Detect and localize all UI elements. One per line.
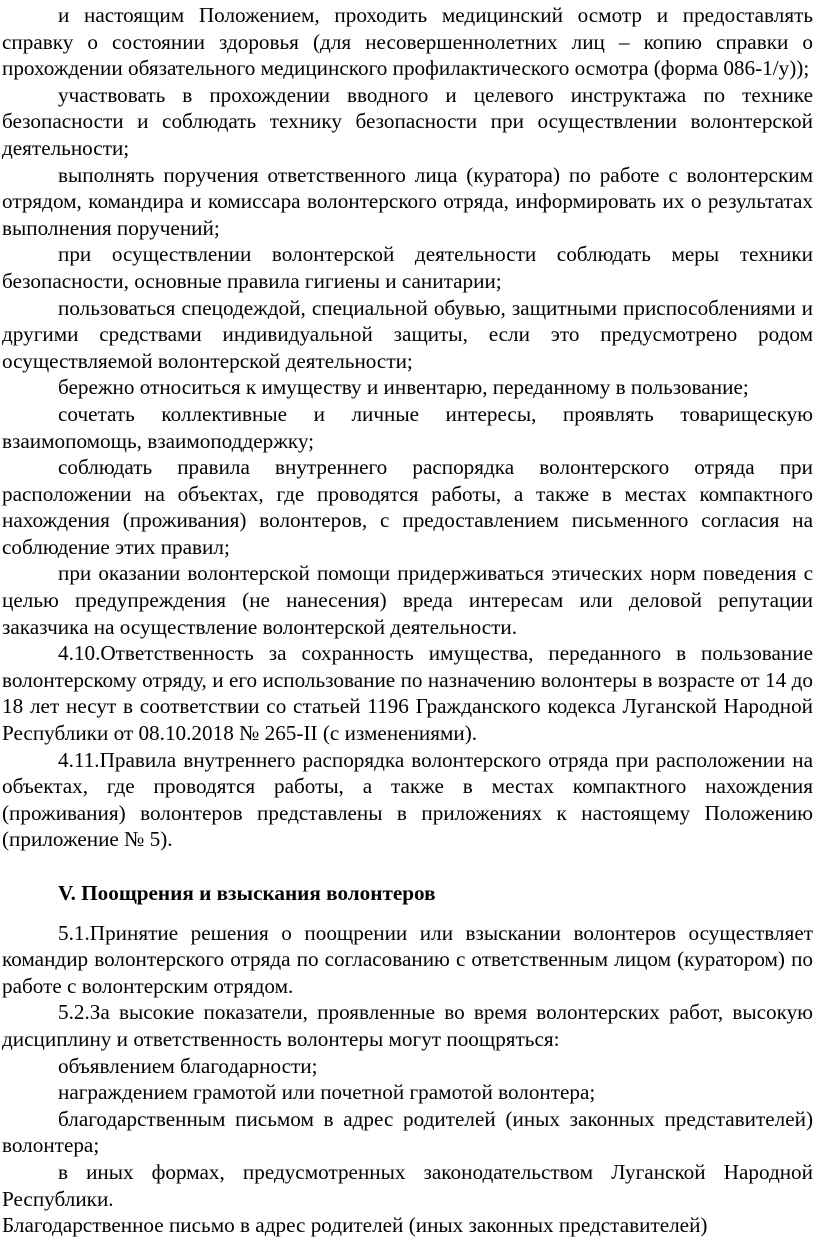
- paragraph-internal-rules: соблюдать правила внутреннего распорядка волонтерского отряда при расположении на объектах, где проводятся работы, а также в местах компактного нахождения (проживания) волонтеров, с предоставлением письменного согласия на соблюдение этих правил;: [2, 455, 813, 559]
- paragraph-4-10-responsibility: 4.10.Ответственность за сохранность имущества, переданного в пользование волонтерскому отряду, и его использование по назначению волонтеры в возрасте от 14 до 18 лет несут в соответствии со статьей 1196 Гражданского кодекса Луганской Народной Республики от 08.10.2018 № 265-II (с изменениями).: [2, 641, 813, 746]
- paragraph-mutual-assistance: сочетать коллективные и личные интересы, проявлять товарищескую взаимопомощь, взаимоподдержку;: [2, 401, 813, 453]
- paragraph-safety-briefing: участвовать в прохождении вводного и целевого инструктажа по технике безопасности и соблюдать технику безопасности при осуществлении волонтерской деятельности;: [2, 82, 813, 160]
- section-5-heading: V. Поощрения и взыскания волонтеров: [58, 881, 436, 905]
- paragraph-follow-instructions: выполнять поручения ответственного лица (куратора) по работе с волонтерским отрядом, командира и комиссара волонтерского отряда, информировать их о результатах выполнения поручений;: [2, 162, 813, 240]
- list-item-certificate: награждением грамотой или почетной грамотой волонтера;: [58, 1080, 596, 1105]
- paragraph-hygiene-rules: при осуществлении волонтерской деятельности соблюдать меры техники безопасности, основные правила гигиены и санитарии;: [2, 242, 813, 293]
- trailing-line: Благодарственное письмо в адрес родителей (иных законных представителей): [2, 1213, 708, 1238]
- paragraph-5-1-decision: 5.1.Принятие решения о поощрении или взыскании волонтеров осуществляет командир волонтерского отряда по согласованию с ответственным лицом (куратором) по работе с волонтерским отрядом.: [2, 920, 813, 998]
- list-item-other-forms: в иных формах, предусмотренных законодательством Луганской Народной Республики.: [2, 1159, 813, 1211]
- paragraph-property-care: бережно относиться к имуществу и инвентарю, переданному в пользование;: [58, 375, 749, 400]
- list-item-letter-to-parents: благодарственным письмом в адрес родителей (иных законных представителей) волонтера;: [2, 1106, 813, 1158]
- paragraph-protective-equipment: пользоваться спецодеждой, специальной обувью, защитными приспособлениями и другими средствами индивидуальной защиты, если это предусмотрено родом осуществляемой волонтерской деятельности;: [2, 295, 813, 373]
- paragraph-4-11-rules: 4.11.Правила внутреннего распорядка волонтерского отряда при расположении на объектах, где проводятся работы, а также в местах компактного нахождения (проживания) волонтеров представлены в приложениях к настоящему Положению (приложение № 5).: [2, 747, 813, 852]
- list-item-gratitude: объявлением благодарности;: [58, 1053, 318, 1078]
- paragraph-medical-exam: и настоящим Положением, проходить медицинский осмотр и предоставлять справку о состоянии здоровья (для несовершеннолетних лиц – копию справки о прохождении обязательного медицинского профилактического осмотра (форма 086-1/у));: [2, 3, 813, 81]
- paragraph-ethical-norms: при оказании волонтерской помощи придерживаться этических норм поведения с целью предупреждения (не нанесения) вреда интересам или деловой репутации заказчика на осуществление волонтерской деятельности.: [2, 561, 813, 639]
- paragraph-5-2-incentives: 5.2.За высокие показатели, проявленные во время волонтерских работ, высокую дисциплину и ответственность волонтеры могут поощряться:: [2, 1000, 813, 1051]
